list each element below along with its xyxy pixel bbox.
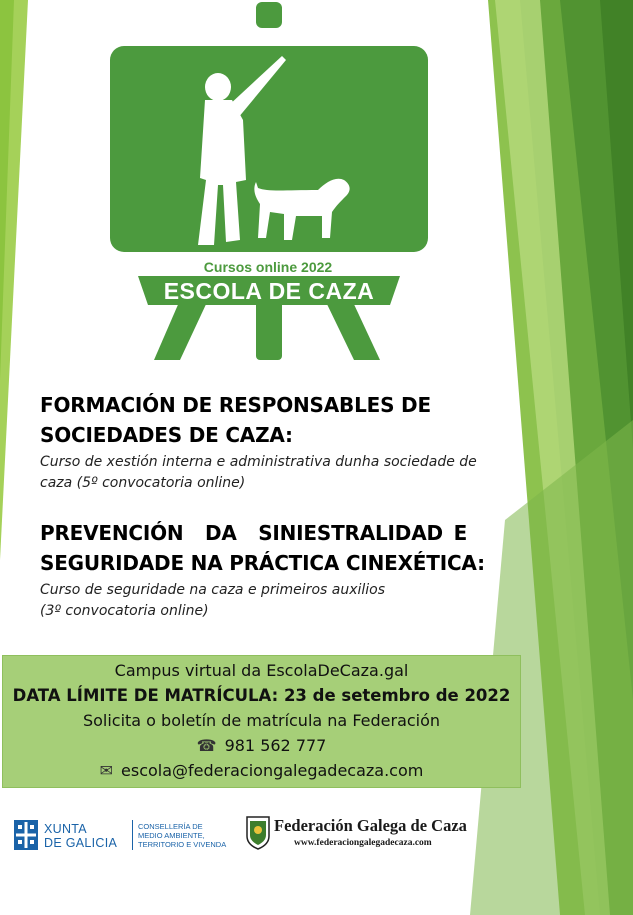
course-2-title-line2: SEGURIDADE NA PRÁCTICA CINEXÉTICA:	[40, 551, 485, 575]
phone-icon: ☎	[196, 736, 217, 755]
federation-shield-icon	[246, 816, 270, 850]
conselleria-name	[138, 822, 226, 849]
course-2-title-line1: PREVENCIÓN DA SINIESTRALIDAD E	[40, 521, 468, 545]
federation-url[interactable]: www.federaciongalegadecaza.com	[294, 838, 432, 848]
xunta-emblem-icon	[14, 820, 38, 850]
course-2-desc-line1: Curso de seguridade na caza e primeiros auxilios	[40, 582, 386, 598]
enrollment-info-box	[2, 655, 521, 788]
request-text: Solicita o boletín de matrícula na Federación	[82, 711, 441, 730]
mail-icon: ✉	[99, 761, 114, 780]
phone-line	[3, 733, 520, 758]
email-line	[3, 758, 520, 783]
course-2	[40, 518, 490, 622]
xunta-name	[44, 822, 117, 850]
course-1-desc-line1: Curso de xestión interna e administrativa dunha sociedade de	[40, 454, 477, 470]
course-1-title-line2: SOCIEDADES DE CAZA:	[40, 423, 293, 447]
logo-title: ESCOLA DE CAZA	[163, 278, 375, 304]
course-1-title-line1: FORMACIÓN DE RESPONSABLES DE	[40, 393, 431, 417]
xunta-logo	[14, 812, 244, 858]
escola-de-caza-logo	[0, 0, 633, 370]
xunta-line1: XUNTA	[44, 822, 87, 836]
course-2-desc-line2: (3º convocatoria online)	[40, 603, 209, 619]
dept-line1: CONSELLERÍA DE	[138, 822, 203, 831]
deadline-text: DATA LÍMITE DE MATRÍCULA: 23 de setembro de 2022	[12, 686, 511, 705]
federation-logo	[246, 812, 506, 858]
xunta-line2: DE GALICIA	[44, 836, 118, 850]
dept-line2: MEDIO AMBIENTE,	[138, 831, 205, 840]
course-2-description	[40, 580, 490, 622]
dept-line3: TERRITORIO E VIVENDA	[138, 840, 227, 849]
phone-number[interactable]: 981 562 777	[224, 736, 327, 755]
course-1-description	[40, 452, 490, 494]
course-1	[40, 390, 490, 494]
course-1-desc-line2: caza (5º convocatoria online)	[40, 475, 246, 491]
logo-subtitle: Cursos online 2022	[203, 259, 333, 275]
xunta-separator	[132, 820, 133, 850]
email-address[interactable]: escola@federaciongalegadecaza.com	[121, 761, 424, 780]
federation-name: Federación Galega de Caza	[274, 816, 467, 835]
campus-text: Campus virtual da EscolaDeCaza.gal	[114, 661, 409, 680]
